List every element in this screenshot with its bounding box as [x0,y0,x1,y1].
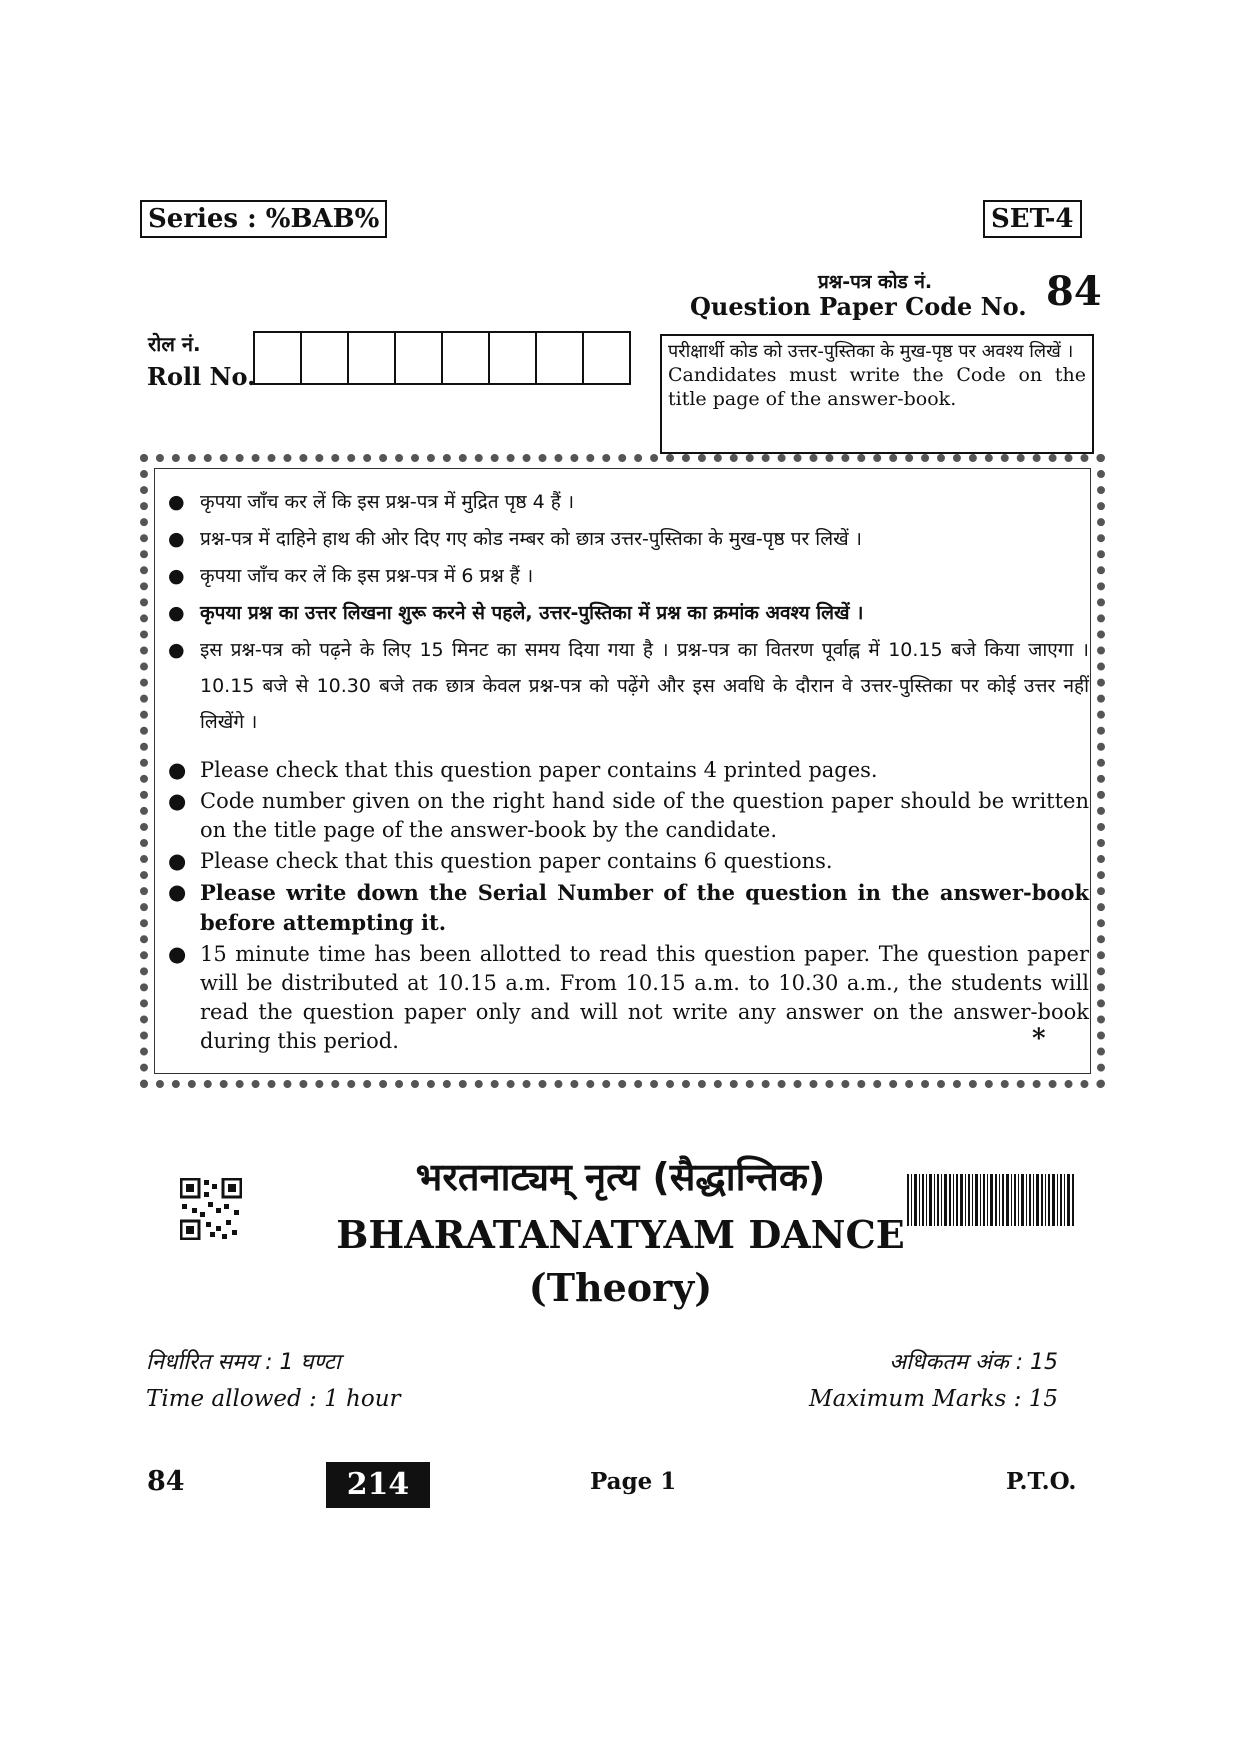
roll-number-label: Roll No. [147,362,256,391]
question-paper-code-label-hindi: प्रश्न-पत्र कोड नं. [818,271,933,293]
bullet-icon: ● [168,602,185,624]
candidate-code-note-english: Candidates must write the Code on the title page of the answer-book. [668,364,1086,410]
bullet-icon: ● [168,639,185,661]
roll-number-box [490,333,537,383]
bullet-icon: ● [168,565,185,587]
set-label: SET-4 [983,200,1082,238]
question-paper-code-label: Question Paper Code No. [690,292,1027,321]
maximum-marks-hindi: अधिकतम अंक : 15 [889,1350,1058,1375]
roll-number-boxes [253,331,631,385]
maximum-marks: Maximum Marks : 15 [809,1386,1058,1412]
instructions-hindi [154,484,1089,741]
candidate-code-note [660,334,1094,454]
subject-title: BHARATANATYAM DANCE [336,1212,905,1257]
instruction-item: ● 15 minute time has been allotted to read this question paper. The question paper will be distributed at 10.15 a.m. From 10.15 a.m. to 10.30 a.m., the students will read the question paper only and will not write any answer on the answer-book during this period. [168,942,1089,1053]
bullet-icon: ● [168,528,185,550]
bullet-icon: ● [168,880,187,904]
time-allowed-hindi: निर्धारित समय : 1 घण्टा [146,1350,341,1375]
instruction-item: ● इस प्रश्न-पत्र को पढ़ने के लिए 15 मिनट का समय दिया गया है । प्रश्न-पत्र का वितरण पूर्वाह्न में 10.15 बजे किया जाएगा । 10.15 बजे से 10.30 बजे तक छात्र केवल प्रश्न-पत्र को पढ़ेंगे और इस अवधि के दौरान वे उत्तर-पुस्तिका पर कोई उत्तर नहीं लिखेंगे । [154,632,1089,740]
roll-number-label-hindi: रोल नं. [148,332,201,356]
roll-number-box [302,333,349,383]
instruction-item: ● Please write down the Serial Number of the question in the answer-book before attempting it. [168,880,1089,935]
roll-number-box [396,333,443,383]
candidate-code-note-hindi: परीक्षार्थी कोड को उत्तर-पुस्तिका के मुख-पृष्ठ पर अवश्य लिखें । [668,341,1074,362]
bullet-icon: ● [168,849,187,873]
bullet-icon: ● [168,789,187,813]
roll-number-box [443,333,490,383]
roll-number-box [255,333,302,383]
footer-pto: P.T.O. [1006,1468,1077,1495]
instructions-english [154,756,1089,1058]
subject-title-hindi: भरतनाट्यम् नृत्य (सैद्धान्तिक) [415,1155,826,1199]
instruction-item: ● कृपया जाँच कर लें कि इस प्रश्न-पत्र में 6 प्रश्न हैं । [154,558,1089,594]
roll-number-box [537,333,584,383]
instruction-item: ● Please check that this question paper contains 4 printed pages. [154,756,1089,785]
instruction-item: ● Code number given on the right hand side of the question paper should be written on the title page of the answer-book by the candidate. [168,789,1089,842]
question-paper-code-number: 84 [1046,268,1102,315]
instruction-item: ● Please check that this question paper contains 6 questions. [154,847,1089,876]
time-allowed: Time allowed : 1 hour [146,1386,401,1412]
footer-page-number: Page 1 [590,1468,677,1495]
bullet-icon: ● [168,758,187,782]
roll-number-box [349,333,396,383]
bullet-icon: ● [168,491,185,513]
subject-subtitle: (Theory) [528,1265,713,1310]
series-label: Series : %BAB% [140,200,387,238]
footer-black-box: 214 [326,1462,430,1508]
instruction-item: ● कृपया जाँच कर लें कि इस प्रश्न-पत्र में मुद्रित पृष्ठ 4 हैं । [154,484,1089,520]
roll-number-box [584,333,631,383]
footer-code: 84 [147,1466,185,1497]
instruction-item: ● प्रश्न-पत्र में दाहिने हाथ की ओर दिए गए कोड नम्बर को छात्र उत्तर-पुस्तिका के मुख-पृष्ठ पर लिखें । [154,521,1089,557]
instruction-item: ● कृपया प्रश्न का उत्तर लिखना शुरू करने से पहले, उत्तर-पुस्तिका में प्रश्न का क्रमांक अवश्य लिखें । [154,595,1089,631]
bullet-icon: ● [168,942,187,966]
star-mark: * [1032,1024,1046,1054]
